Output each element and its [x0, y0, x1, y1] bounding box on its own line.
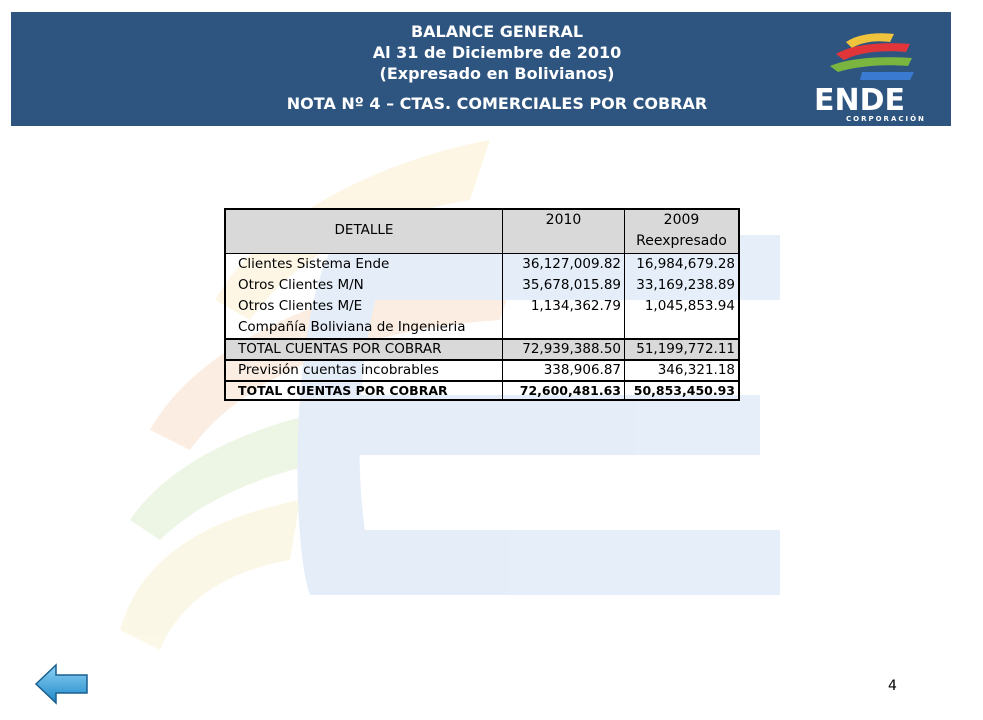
subtotal-value-2010: 72,939,388.50 — [522, 341, 621, 357]
row-value-2009: 1,045,853.94 — [644, 298, 735, 314]
report-currency: (Expresado en Bolivianos) — [379, 64, 615, 83]
total-value-2009: 50,853,450.93 — [633, 383, 735, 398]
page-number: 4 — [888, 678, 897, 694]
subtotal-label: TOTAL CUENTAS POR COBRAR — [238, 341, 442, 357]
provision-value-2009: 346,321.18 — [657, 362, 735, 378]
row-label: Clientes Sistema Ende — [238, 256, 390, 272]
total-value-2010: 72,600,481.63 — [519, 383, 621, 398]
report-title: BALANCE GENERAL — [410, 22, 584, 41]
arrow-left-icon — [36, 665, 87, 703]
row-label: Compañía Boliviana de Ingenieria — [238, 319, 466, 335]
row-label: Otros Clientes M/E — [238, 298, 363, 314]
logo-name: ENDE — [814, 83, 905, 118]
column-header-2010: 2010 — [545, 212, 582, 228]
column-header-detail: DETALLE — [334, 222, 394, 238]
column-header-2009: 2009 — [663, 212, 700, 228]
row-value-2009: 33,169,238.89 — [636, 277, 735, 293]
total-label: TOTAL CUENTAS POR COBRAR — [238, 383, 448, 398]
logo-wordmark — [814, 83, 905, 118]
row-label: Otros Clientes M/N — [238, 277, 364, 293]
header-banner — [11, 12, 951, 126]
row-value-2010: 36,127,009.82 — [522, 256, 621, 272]
ende-logo — [806, 28, 946, 123]
provision-value-2010: 338,906.87 — [543, 362, 621, 378]
receivables-table — [224, 208, 740, 401]
report-date: Al 31 de Diciembre de 2010 — [372, 43, 622, 62]
row-value-2010: 35,678,015.89 — [522, 277, 621, 293]
logo-subtitle: CORPORACIÓN — [846, 115, 926, 123]
back-button[interactable] — [34, 662, 90, 706]
row-value-2010: 1,134,362.79 — [530, 298, 621, 314]
column-header-2009-sub: Reexpresado — [636, 233, 727, 249]
row-value-2009: 16,984,679.28 — [636, 256, 735, 272]
subtotal-value-2009: 51,199,772.11 — [636, 341, 735, 357]
provision-label: Previsión cuentas incobrables — [238, 362, 439, 378]
note-title: NOTA Nº 4 – CTAS. COMERCIALES POR COBRAR — [286, 94, 708, 113]
